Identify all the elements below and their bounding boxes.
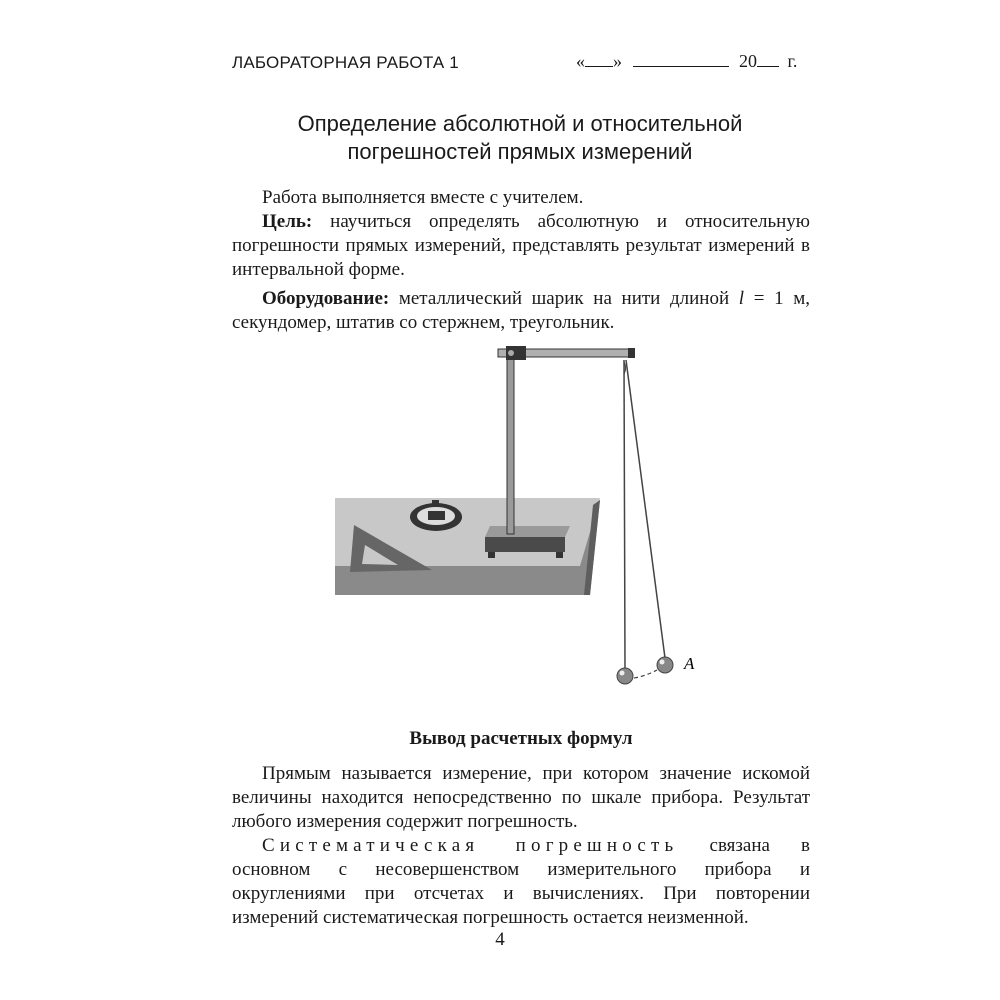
stand-base-top xyxy=(485,526,570,537)
date-year: 20 xyxy=(739,51,757,71)
equipment-label: Оборудование: xyxy=(262,288,390,309)
stopwatch-button xyxy=(432,500,439,505)
stand-rod xyxy=(507,352,514,534)
stopwatch-display xyxy=(428,511,445,520)
intro-text xyxy=(232,186,810,335)
goal-text: научиться определять абсолютную и относительную погрешности прямых измерений, представлять результат измерений в интервальной форме. xyxy=(232,211,810,280)
intro-paragraph: Работа выполняется вместе с учителем. xyxy=(262,187,584,208)
date-suffix: г. xyxy=(787,51,798,71)
pendulum-string xyxy=(624,360,625,668)
pendulum-ball-deflected xyxy=(657,657,673,673)
pendulum-illustration xyxy=(330,340,710,700)
date-line xyxy=(576,51,797,72)
goal-label: Цель: xyxy=(262,211,313,232)
title-line-1: Определение абсолютной и относительной xyxy=(297,111,743,136)
systematic-error-text: связана в основном с несовершенством измерительного прибора и округлениями при отсчетах и вычислениях. При повторении измерений систематическая погрешность остается неизменной. xyxy=(232,835,811,928)
systematic-error-paragraph xyxy=(232,834,810,930)
pendulum-figure xyxy=(330,340,710,705)
title-line-2: погрешностей прямых измерений xyxy=(347,139,693,164)
lab-title: ЛАБОРАТОРНАЯ РАБОТА 1 xyxy=(232,53,459,72)
date-open-quote: « xyxy=(576,51,585,71)
point-a-label: A xyxy=(684,654,695,673)
goal-paragraph xyxy=(232,210,810,282)
section-text xyxy=(232,762,810,930)
date-day-blank xyxy=(585,52,613,67)
swing-arc xyxy=(634,670,657,678)
date-close-quote: » xyxy=(613,51,622,71)
systematic-error-term: Систематическая погрешность xyxy=(262,835,679,856)
equipment-text-2: = 1 м, секундомер, штатив со стержнем, треугольник. xyxy=(232,288,810,333)
equipment-variable: l xyxy=(738,288,745,309)
date-year-blank xyxy=(757,52,779,67)
pendulum-ball xyxy=(617,668,633,684)
direct-measurement-paragraph: Прямым называется измерение, при котором значение искомой величины находится непосредственно по шкале прибора. Результат любого измерения содержит погрешность. xyxy=(232,763,810,832)
date-month-blank xyxy=(633,52,729,67)
page-number: 4 xyxy=(495,929,505,950)
equipment-paragraph xyxy=(232,287,810,335)
stand-base xyxy=(485,537,565,552)
equipment-text-1: металлический шарик на нити длиной xyxy=(389,288,739,309)
section-heading: Вывод расчетных формул xyxy=(409,728,633,749)
pendulum-string-deflected xyxy=(626,360,665,658)
page-title xyxy=(220,110,820,166)
